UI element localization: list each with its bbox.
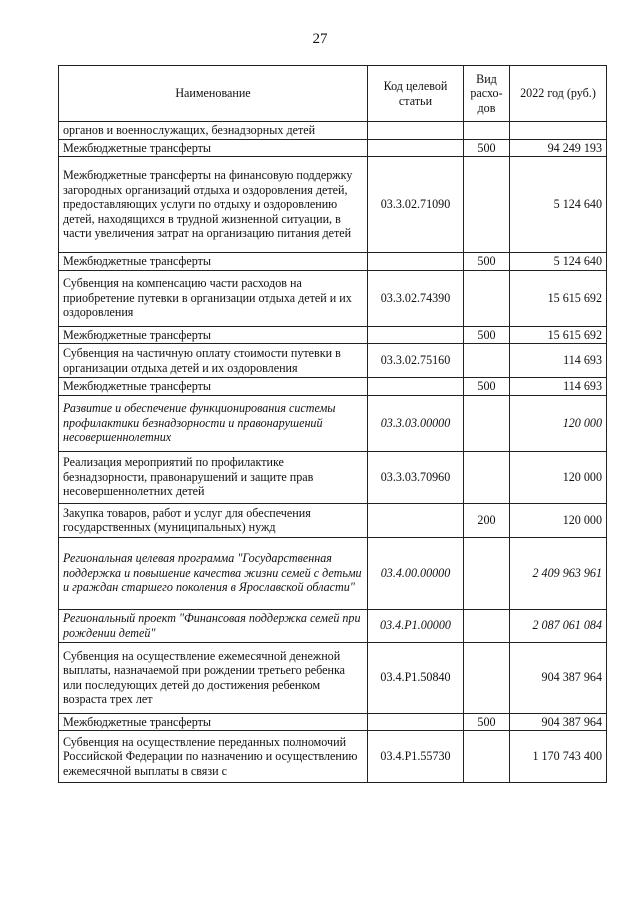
table-row — [59, 713, 607, 731]
row-code-cell — [368, 713, 464, 731]
row-amount-cell: 120 000 — [510, 503, 607, 537]
column-header-name: Наименование — [59, 66, 368, 122]
row-name-cell: Субвенция на компенсацию части расходов на приобретение путевки в организации отдыха детей и их оздоровления — [59, 270, 368, 326]
row-code-cell: 03.3.02.74390 — [368, 270, 464, 326]
row-code-cell: 03.4.Р1.00000 — [368, 609, 464, 642]
row-vid-cell — [464, 270, 510, 326]
row-amount-cell: 5 124 640 — [510, 157, 607, 253]
column-header-code: Код целевой статьи — [368, 66, 464, 122]
table-row — [59, 537, 607, 609]
row-amount-cell: 2 087 061 084 — [510, 609, 607, 642]
row-code-cell: 03.3.03.00000 — [368, 395, 464, 451]
table-body — [59, 122, 607, 783]
row-code-cell — [368, 378, 464, 396]
row-vid-cell — [464, 731, 510, 783]
row-name-cell: Субвенция на осуществление ежемесячной денежной выплаты, назначаемой при рождении третьего ребенка или последующих детей до достижения ребенком возраста трех лет — [59, 642, 368, 713]
row-code-cell — [368, 503, 464, 537]
row-vid-cell: 200 — [464, 503, 510, 537]
row-amount-cell: 15 615 692 — [510, 270, 607, 326]
table-row — [59, 503, 607, 537]
row-amount-cell — [510, 122, 607, 140]
row-vid-cell — [464, 344, 510, 378]
row-vid-cell: 500 — [464, 139, 510, 157]
table-row — [59, 395, 607, 451]
table-row — [59, 253, 607, 271]
row-name-cell: Межбюджетные трансферты — [59, 378, 368, 396]
row-amount-cell: 904 387 964 — [510, 713, 607, 731]
row-amount-cell: 120 000 — [510, 451, 607, 503]
row-code-cell: 03.4.Р1.50840 — [368, 642, 464, 713]
row-vid-cell — [464, 451, 510, 503]
row-amount-cell: 15 615 692 — [510, 326, 607, 344]
row-name-cell: Межбюджетные трансферты — [59, 139, 368, 157]
page-number: 27 — [312, 31, 328, 47]
row-name-cell: Межбюджетные трансферты на финансовую поддержку загородных организаций отдыха и оздоровления детей, предоставляющих услуги по отдыху и оздоровлению детей, находящихся в трудной жизненной ситуации, в части увеличения затрат на организацию питания детей — [59, 157, 368, 253]
row-name-cell: Региональный проект "Финансовая поддержка семей при рождении детей" — [59, 609, 368, 642]
row-vid-cell: 500 — [464, 326, 510, 344]
table-row — [59, 642, 607, 713]
row-code-cell — [368, 253, 464, 271]
row-vid-cell: 500 — [464, 253, 510, 271]
table-row — [59, 326, 607, 344]
table-row — [59, 344, 607, 378]
row-code-cell — [368, 122, 464, 140]
table-row — [59, 609, 607, 642]
row-name-cell: Закупка товаров, работ и услуг для обеспечения государственных (муниципальных) нужд — [59, 503, 368, 537]
column-header-year: 2022 год (руб.) — [510, 66, 607, 122]
column-header-vid: Вид расхо-дов — [464, 66, 510, 122]
row-amount-cell: 2 409 963 961 — [510, 537, 607, 609]
row-vid-cell: 500 — [464, 713, 510, 731]
row-vid-cell — [464, 157, 510, 253]
table-row — [59, 122, 607, 140]
table-row — [59, 731, 607, 783]
table-row — [59, 157, 607, 253]
row-amount-cell: 5 124 640 — [510, 253, 607, 271]
row-name-cell: Региональная целевая программа "Государственная поддержка и повышение качества жизни семей с детьми и граждан старшего поколения в Ярославской области" — [59, 537, 368, 609]
row-code-cell — [368, 326, 464, 344]
row-name-cell: Межбюджетные трансферты — [59, 713, 368, 731]
row-name-cell: Субвенция на частичную оплату стоимости путевки в организации отдыха детей и их оздоровления — [59, 344, 368, 378]
row-vid-cell — [464, 395, 510, 451]
table-row — [59, 378, 607, 396]
row-name-cell: Реализация мероприятий по профилактике безнадзорности, правонарушений и защите прав несовершеннолетних детей — [59, 451, 368, 503]
row-code-cell: 03.4.Р1.55730 — [368, 731, 464, 783]
table-row — [59, 270, 607, 326]
row-name-cell: органов и военнослужащих, безнадзорных детей — [59, 122, 368, 140]
budget-table — [58, 65, 607, 783]
row-amount-cell: 904 387 964 — [510, 642, 607, 713]
row-name-cell: Межбюджетные трансферты — [59, 326, 368, 344]
row-name-cell: Субвенция на осуществление переданных полномочий Российской Федерации по назначению и осуществлению ежемесячной выплаты в связи с — [59, 731, 368, 783]
table-header-row — [59, 66, 607, 122]
row-vid-cell: 500 — [464, 378, 510, 396]
row-code-cell: 03.3.03.70960 — [368, 451, 464, 503]
row-amount-cell: 114 693 — [510, 378, 607, 396]
row-name-cell: Межбюджетные трансферты — [59, 253, 368, 271]
table-row — [59, 139, 607, 157]
row-code-cell — [368, 139, 464, 157]
row-code-cell: 03.3.02.75160 — [368, 344, 464, 378]
row-amount-cell: 94 249 193 — [510, 139, 607, 157]
row-code-cell: 03.3.02.71090 — [368, 157, 464, 253]
row-vid-cell — [464, 642, 510, 713]
row-amount-cell: 1 170 743 400 — [510, 731, 607, 783]
table-row — [59, 451, 607, 503]
row-vid-cell — [464, 537, 510, 609]
row-amount-cell: 114 693 — [510, 344, 607, 378]
row-amount-cell: 120 000 — [510, 395, 607, 451]
row-vid-cell — [464, 609, 510, 642]
row-code-cell: 03.4.00.00000 — [368, 537, 464, 609]
row-vid-cell — [464, 122, 510, 140]
row-name-cell: Развитие и обеспечение функционирования системы профилактики безнадзорности и правонарушений несовершеннолетних — [59, 395, 368, 451]
